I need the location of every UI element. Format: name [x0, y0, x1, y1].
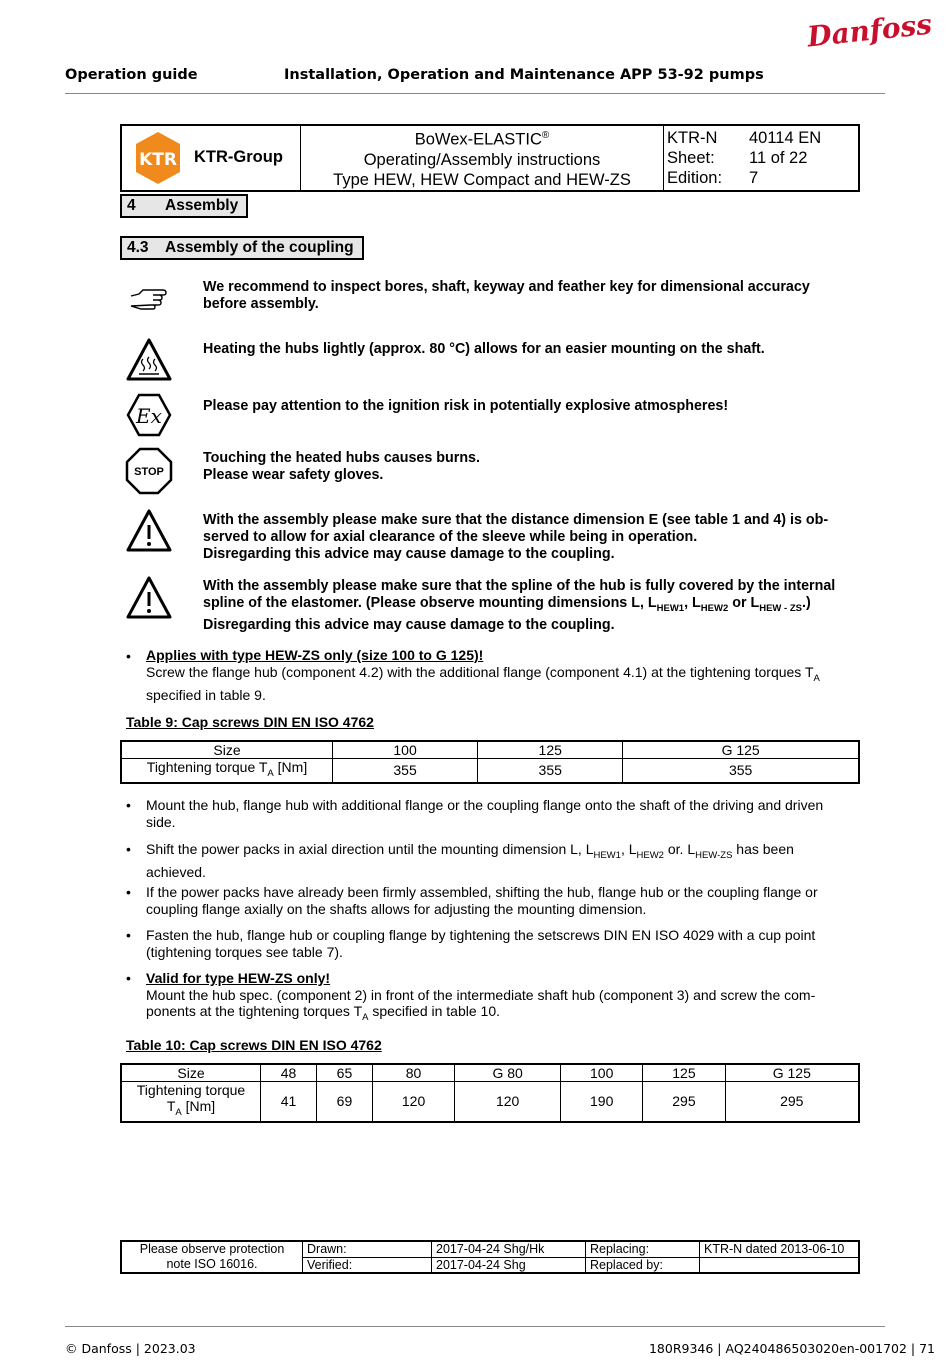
verified-value: 2017-04-24 Shg — [432, 1257, 586, 1273]
table9-cell: 355 — [333, 759, 478, 783]
footer-copyright: © Danfoss | 2023.03 — [65, 1341, 196, 1356]
svg-text:Ex: Ex — [136, 404, 162, 428]
caution-icon — [124, 574, 174, 622]
table10-cell: 120 — [455, 1082, 561, 1122]
danfoss-logo: Danfoss — [805, 7, 934, 54]
registered-mark: ® — [541, 130, 550, 141]
stop-icon — [124, 447, 174, 495]
title-block — [120, 124, 860, 192]
company-name: KTR-Group — [194, 148, 283, 167]
table10-cell: 69 — [316, 1082, 372, 1122]
table10-cell: 41 — [261, 1082, 317, 1122]
table10-cell: 100 — [561, 1064, 643, 1082]
footer-divider — [65, 1326, 885, 1327]
table9-cell: 355 — [478, 759, 623, 783]
product-name: BoWex-ELASTIC — [414, 130, 542, 149]
note-spline: With the assembly please make sure that the spline of the hub is fully covered by the internal spline of the elastomer. (Please observe mounting dimensions L, $L_{HEW1}$, $L_{HEW2}$ or $L_{HEW - ZS}$.) Disregarding this advice may cause damage to the coupling. — [203, 578, 836, 633]
table9-cell: 125 — [478, 741, 623, 759]
table10-torque-label: Tightening torque $T_A$ [Nm] — [121, 1082, 261, 1122]
table9-cell: 355 — [623, 759, 859, 783]
table10-caption: Table 10: Cap screws DIN EN ISO 4762 — [126, 1037, 382, 1053]
table9-torque-label: Tightening torque $T_A$ [Nm] — [121, 759, 333, 783]
table9 — [120, 740, 860, 784]
section-4-3-heading: 4.3 Assembly of the coupling — [120, 236, 364, 260]
document-footer-block — [120, 1240, 860, 1274]
pointing-hand-icon — [124, 274, 174, 322]
sheet-value: 11 of 22 — [749, 148, 808, 167]
table10-cell: 65 — [316, 1064, 372, 1082]
table10 — [120, 1063, 860, 1123]
table10-cell: 120 — [372, 1082, 454, 1122]
ktr-logo-icon — [132, 130, 184, 186]
ktr-company-cell — [121, 125, 301, 191]
replacing-value: KTR-N dated 2013-06-10 — [700, 1241, 860, 1257]
table10-cell: 48 — [261, 1064, 317, 1082]
explosion-hazard-icon — [124, 391, 174, 439]
bullet-fasten-hub: Fasten the hub, flange hub or coupling flange by tightening the setscrews DIN EN ISO 4029 with a cup point (tightening torques see table 7). — [146, 927, 816, 960]
header-title: Installation, Operation and Maintenance APP 53-92 pumps — [284, 67, 764, 83]
bullet-marker: • — [126, 970, 131, 986]
table10-cell: 190 — [561, 1082, 643, 1122]
drawn-label: Drawn: — [303, 1241, 432, 1257]
header-label: Operation guide — [65, 67, 198, 83]
doc-value: 40114 EN — [749, 128, 822, 147]
product-cell — [301, 125, 664, 191]
caution-icon — [124, 507, 174, 555]
table10-cell: 295 — [643, 1082, 725, 1122]
bullet-mount-hub: Mount the hub, flange hub with additional flange or the coupling flange onto the shaft of the driving and driven side. — [146, 797, 824, 830]
table10-size-label: Size — [121, 1064, 261, 1082]
note-ignition: Please pay attention to the ignition risk in potentially explosive atmospheres! — [203, 398, 729, 414]
replacing-label: Replacing: — [586, 1241, 700, 1257]
table10-cell: G 80 — [455, 1064, 561, 1082]
bullet-marker: • — [126, 927, 131, 943]
verified-label: Verified: — [303, 1257, 432, 1273]
note-inspect: We recommend to inspect bores, shaft, keyway and feather key for dimensional accuracy before assembly. — [203, 279, 810, 312]
bullet-marker: • — [126, 648, 131, 664]
svg-text:STOP: STOP — [134, 466, 164, 478]
doc-label: KTR-N — [667, 128, 718, 147]
edition-label: Edition: — [667, 168, 723, 187]
bullet-marker: • — [126, 841, 131, 857]
bullet-shift-power-packs: Shift the power packs in axial direction until the mounting dimension L, $L_{HEW1}$, $L_{HEW2}$ or. $L_{HEW-ZS}$ has been achieved. — [146, 841, 794, 881]
note-burns: Touching the heated hubs causes burns. Please wear safety gloves. — [203, 450, 480, 483]
product-line3: Type HEW, HEW Compact and HEW-ZS — [333, 170, 631, 189]
footer-doc-ref: 180R9346 | AQ240486503020en-001702 | 71 — [648, 1341, 935, 1356]
sheet-label: Sheet: — [667, 148, 715, 167]
svg-text:KTR: KTR — [139, 149, 177, 170]
bullet-adjust-dimension: If the power packs have already been firmly assembled, shifting the hub, flange hub or the coupling flange or coupling flange axially on the shafts allows for adjusting the mounting dimension. — [146, 884, 818, 917]
header-divider — [65, 93, 885, 94]
bullet-hew-zs-flange: Applies with type HEW-ZS only (size 100 to G 125)! Screw the flange hub (component 4.2) with the additional flange (component 4.1) at the tightening torques $T_A$ specified in table 9. — [146, 647, 820, 703]
table10-cell: G 125 — [725, 1064, 859, 1082]
table9-caption: Table 9: Cap screws DIN EN ISO 4762 — [126, 714, 374, 730]
protection-note: Please observe protection note ISO 16016. — [121, 1241, 303, 1273]
table10-cell: 125 — [643, 1064, 725, 1082]
replaced-by-value — [700, 1257, 860, 1273]
hot-surface-warning-icon — [124, 336, 174, 384]
table9-cell: 100 — [333, 741, 478, 759]
table9-cell: G 125 — [623, 741, 859, 759]
table9-size-label: Size — [121, 741, 333, 759]
section-4-heading: 4 Assembly — [120, 194, 248, 218]
note-distance: With the assembly please make sure that the distance dimension E (see table 1 and 4) is ob-served to allow for axial clearance of the sleeve while being in operation. Disregarding this advice may cause damage to the coupling. — [203, 512, 829, 562]
table10-cell: 295 — [725, 1082, 859, 1122]
edition-value: 7 — [749, 168, 759, 187]
replaced-by-label: Replaced by: — [586, 1257, 700, 1273]
table10-cell: 80 — [372, 1064, 454, 1082]
bullet-marker: • — [126, 797, 131, 813]
bullet-hew-zs-hub: Valid for type HEW-ZS only! Mount the hub spec. (component 2) in front of the intermediate shaft hub (component 3) and screw the com-ponents at the tightening torques $T_A$ specified in table 10. — [146, 970, 816, 1023]
note-heating: Heating the hubs lightly (approx. 80 °C) allows for an easier mounting on the shaft. — [203, 341, 765, 357]
doc-info-cell — [664, 125, 860, 191]
drawn-value: 2017-04-24 Shg/Hk — [432, 1241, 586, 1257]
bullet-marker: • — [126, 884, 131, 900]
product-line2: Operating/Assembly instructions — [363, 150, 601, 169]
